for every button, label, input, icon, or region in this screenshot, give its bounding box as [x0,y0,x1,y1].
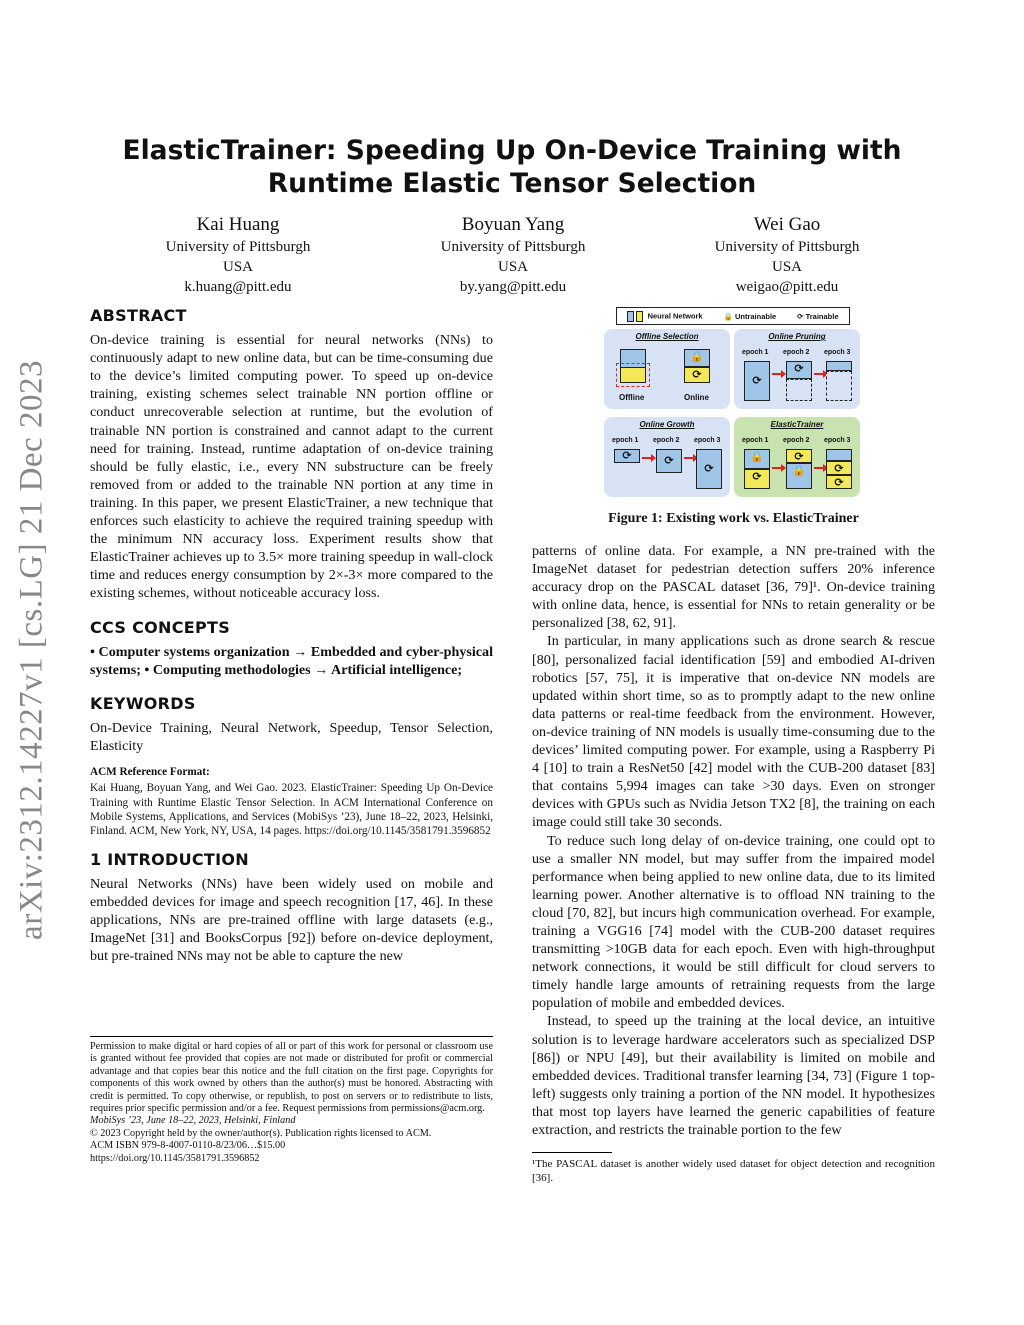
nn-block-frozen [786,463,812,489]
lock-icon: 🔒 [723,311,733,321]
refresh-icon: ⟳ [752,375,762,387]
panel-elastic-trainer [734,417,860,497]
doi-link[interactable]: https://doi.org/10.1145/3581791.3596852 [90,1152,260,1164]
lock-icon: 🔒 [690,351,704,363]
figure-caption: Figure 1: Existing work vs. ElasticTrainer [608,511,859,526]
author-2 [393,213,633,297]
panel-online-pruning [734,329,860,409]
refresh-icon: ⟳ [664,455,674,467]
pruned-block [786,379,812,401]
legend-nn: Neural Network [627,311,702,322]
footnote: ¹The PASCAL dataset is another widely used dataset for object detection and recognition [36]. [532,1158,935,1184]
panel-online-growth [604,417,730,497]
nn-block-trainable [696,449,722,489]
epoch-label: epoch 1 [612,437,639,444]
abstract-heading: ABSTRACT [90,306,187,325]
author-affiliation: University of Pittsburgh [165,239,311,255]
nn-block-trainable [826,475,852,489]
epoch-label: epoch 2 [783,349,810,356]
right-column [532,542,935,1139]
selection-box [616,363,650,387]
epoch-label: epoch 3 [824,349,851,356]
permission-block [90,1041,493,1165]
nn-block-trainable [826,461,852,475]
arrow [684,457,694,459]
refresh-icon: ⟳ [622,450,632,462]
arrow [772,373,782,375]
author-1 [118,213,358,297]
nn-block-trainable [614,449,640,463]
nn-block-frozen [684,349,710,367]
panel-title: Offline Selection [635,332,699,341]
epoch-label: epoch 1 [742,349,769,356]
ccs-text: • Computer systems organization → Embedded and cyber-physical systems; • Computing methodologies → Artificial intelligence; [90,643,493,678]
nn-block-trainable [684,367,710,383]
acm-ref-text: Kai Huang, Boyuan Yang, and Wei Gao. 2023. ElasticTrainer: Speeding Up On-Device Training with Runtime Elastic Tensor Selection. In ACM International Conference on Mobile Systems, Applications, and Services (MobiSys ’23), June 18–22, 2023, Helsinki, Finland. ACM, New York, NY, USA, 14 pages. https://doi.org/10.1145/3581791.3596852 [90,782,493,838]
figure-legend [616,307,850,325]
paragraph: Instead, to speed up the training at the local device, an intuitive solution is to leverage hardware accelerators such as specialized DSP [86]) or NPU [49], but their availability is limited on mobile and embedded devices. Traditional transfer learning [34, 73] (Figure 1 top-left) suggests only training a portion of the NN model. It hypothesizes that most top layers have learned the generic capabilities of feature extraction, and restricts the trainable portion to the few [532,1013,935,1138]
nn-block-trainable [744,361,770,401]
nn-block-trainable [656,449,682,473]
keywords-heading: KEYWORDS [90,693,196,713]
legend-untrainable: 🔒 Untrainable [723,311,777,321]
paragraph: patterns of online data. For example, a NN pre-trained with the ImageNet dataset for pedestrian detection suffers 20% inference accuracy drop on the PASCAL dataset [36, 79]¹. On-device training with online data, hence, is essential for NNs to retain generality or be personalized [38, 62, 91]. [532,543,935,632]
keywords-text: On-Device Training, Neural Network, Speedup, Tensor Selection, Elasticity [90,719,493,754]
nn-block-trainable [786,449,812,463]
author-email[interactable]: by.yang@pitt.edu [459,279,567,295]
author-email[interactable]: weigao@pitt.edu [735,279,839,295]
abstract-text: On-device training is essential for neural networks (NNs) to continuously adapt to new online data, but can be time-consuming due to the device’s limited computing power. To speed up on-device training, existing schemes select trainable NN portion offline or conduct unrecoverable selection at runtime, but the evolution of trainable NN portion is constrained and cannot adapt to the current need for training. Instead, runtime adaptation of on-device training should be fully elastic, i.e., every NN substructure can be freely removed from or added to the trainable NN portion at any time in training. In this paper, we present ElasticTrainer, a new technique that enforces such elasticity to achieve the required training speedup with the minimum NN accuracy loss. Experiment results show that ElasticTrainer achieves up to 3.5× more training speedup in wall-clock time and reduces energy consumption by 2×-3× more compared to the existing schemes, without noticeable accuracy loss. [90,332,493,602]
refresh-icon: ⟳ [794,451,804,463]
venue-line: MobiSys ’23, June 18–22, 2023, Helsinki, Finland [90,1115,296,1127]
acm-ref-heading: ACM Reference Format: [90,766,210,779]
pruned-block [826,371,852,401]
author-name: Kai Huang [196,214,280,235]
paragraph: In particular, in many applications such as drone search & rescue [80], personalized facial identification [59] and embodied AI-driven robotics [57, 75], it is imperative that on-device NN models are updated within short time, so as to promptly adapt to the new online data patterns or real-time feedback from the environment. However, on-device training of NN models is usually time-consuming due to the devices’ limited computing power. For example, using a Raspberry Pi 4 [10] to train a ResNet50 [42] model with the CUB-200 dataset [83] that contains 5,994 images can take >30 days. Even on stronger devices with GPUs such as Nvidia Jetson TX2 [8], the training on each image could still take 30 seconds. [532,633,935,831]
author-email[interactable]: k.huang@pitt.edu [184,279,292,295]
paragraph: To reduce such long delay of on-device training, one could opt to use a smaller NN model, but may suffer from the impaired model performance when being applied to new online data, due to its limited learning power. Another alternative is to offload NN training to the cloud [70, 82], but incurs high communication overhead. For example, training a VGG16 [74] model with the CUB-200 dataset requires transmitting >10GB data for each epoch. Even with high-throughput network connections, it would be still difficult for cloud servers to timely handle large amounts of retraining requests from the large population of mobile and embedded devices. [532,832,935,1012]
nn-block-trainable [744,469,770,489]
nn-block-frozen [826,449,852,461]
intro-heading: 1 INTRODUCTION [90,849,249,869]
copyright-line: © 2023 Copyright held by the owner/author(s). Publication rights licensed to ACM. [90,1127,432,1139]
author-affiliation: University of Pittsburgh [714,239,860,255]
ccs-heading: CCS CONCEPTS [90,617,231,637]
author-country: USA [771,259,802,275]
author-name: Wei Gao [753,214,821,235]
online-label: Online [684,393,709,402]
footnote-rule [532,1152,612,1153]
author-country: USA [222,259,253,275]
author-name: Boyuan Yang [461,214,565,235]
refresh-icon: ⟳ [704,463,714,475]
nn-block-trainable [786,361,812,379]
epoch-label: epoch 2 [783,437,810,444]
intro-paragraph: Neural Networks (NNs) have been widely used on mobile and embedded devices for image and speech recognition [17, 46]. In these applications, NNs are pre-trained offline with large datasets (e.g., ImageNet [31] and BooksCorpus [92]) before on-device deployment, but pre-trained NNs may not be able to capture the new [90,875,493,965]
permission-text: Permission to make digital or hard copies of all or part of this work for personal or classroom use is granted without fee provided that copies are not made or distributed for profit or commercial advantage and that copies bear this notice and the full citation on the first page. Copyrights for components of this work owned by others than the author(s) must be honored. Abstracting with credit is permitted. To copy otherwise, or republish, to post on servers or to redistribute to lists, requires prior specific permission and/or a fee. Request permissions from permissions@acm.org. [90,1041,493,1115]
arrow [642,457,652,459]
panel-title: ElasticTrainer [770,420,824,429]
epoch-label: epoch 3 [824,437,851,444]
paper-title: ElasticTrainer: Speeding Up On-Device Training with Runtime Elastic Tensor Selection [122,135,902,199]
left-column [90,307,493,965]
arrow [814,373,824,375]
panel-title: Online Growth [639,420,695,429]
refresh-icon: ⟳ [834,477,844,489]
epoch-label: epoch 1 [742,437,769,444]
epoch-label: epoch 3 [694,437,721,444]
arxiv-id: arXiv:2312.14227v1 [cs.LG] 21 Dec 2023 [13,360,50,940]
permission-rule [90,1036,493,1037]
refresh-icon: ⟳ [794,363,804,375]
isbn-line: ACM ISBN 979-8-4007-0110-8/23/06…$15.00 [90,1140,286,1152]
author-3 [667,213,907,297]
refresh-icon: ⟳ [797,311,804,321]
arrow [772,467,782,469]
lock-icon: 🔒 [792,465,806,477]
arrow [814,467,824,469]
arxiv-sidebar [12,350,52,950]
author-affiliation: University of Pittsburgh [440,239,586,255]
offline-label: Offline [619,393,645,402]
legend-trainable: ⟳ Trainable [797,311,839,321]
author-country: USA [497,259,528,275]
nn-block-trainable [826,361,852,371]
refresh-icon: ⟳ [834,463,844,475]
refresh-icon: ⟳ [692,369,702,381]
refresh-icon: ⟳ [752,471,762,483]
nn-block-frozen [744,449,770,469]
panel-title: Online Pruning [768,332,826,341]
lock-icon: 🔒 [750,451,764,463]
figure-1 [600,305,862,503]
epoch-label: epoch 2 [653,437,680,444]
panel-offline-selection [604,329,730,409]
